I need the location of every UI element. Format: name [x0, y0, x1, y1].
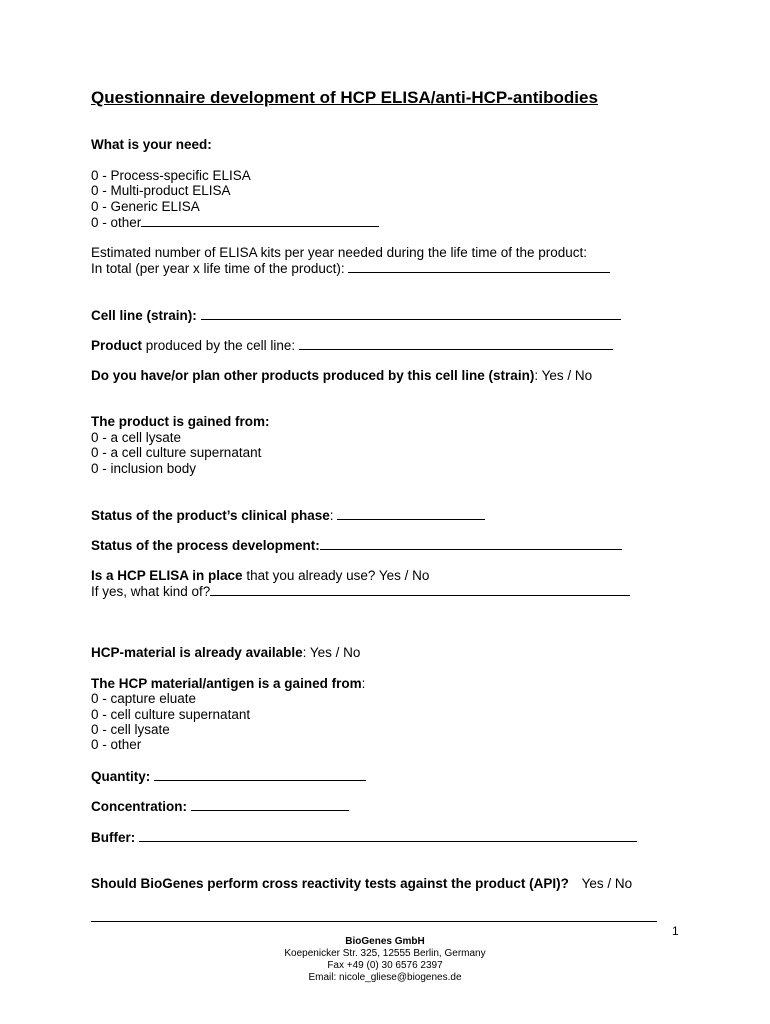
hcp-elisa-followup-row	[91, 583, 630, 600]
buffer-label: Buffer:	[91, 830, 136, 845]
clinical-phase-colon: :	[329, 508, 334, 523]
need-option-other-label: 0 - other	[91, 215, 142, 230]
estimate-total-field[interactable]	[348, 260, 610, 273]
process-dev-row	[91, 537, 622, 554]
need-other-field[interactable]	[141, 214, 379, 227]
concentration-label: Concentration:	[91, 799, 187, 814]
hcp-antigen-heading-row	[91, 676, 365, 692]
need-option-generic[interactable]: 0 - Generic ELISA	[91, 199, 200, 214]
hcp-elisa-kind-field[interactable]	[210, 583, 630, 596]
need-option-process-specific[interactable]: 0 - Process-specific ELISA	[91, 168, 251, 183]
cross-reactivity-question: Should BioGenes perform cross reactivity tests against the product (API)?	[91, 876, 569, 891]
estimate-line-2	[91, 260, 610, 277]
need-option-other[interactable]	[91, 214, 379, 231]
gained-from-heading: The product is gained from:	[91, 414, 270, 429]
hcp-antigen-colon: :	[361, 676, 366, 691]
hcp-antigen-heading: The HCP material/antigen is a gained from	[91, 676, 362, 691]
estimate-total-label: In total (per year x life time of the product):	[91, 261, 345, 276]
antigen-option-other[interactable]: 0 - other	[91, 737, 142, 752]
hcp-material-row	[91, 645, 360, 661]
gained-option-supernatant[interactable]: 0 - a cell culture supernatant	[91, 445, 262, 460]
product-label-rest: produced by the cell line:	[142, 338, 296, 353]
hcp-elisa-row	[91, 568, 429, 584]
need-option-multi-product[interactable]: 0 - Multi-product ELISA	[91, 183, 231, 198]
footer-divider	[91, 921, 657, 922]
cross-reactivity-answer[interactable]: Yes / No	[581, 876, 633, 891]
antigen-option-supernatant[interactable]: 0 - cell culture supernatant	[91, 707, 251, 722]
gained-option-cell-lysate[interactable]: 0 - a cell lysate	[91, 430, 182, 445]
quantity-row	[91, 768, 366, 785]
hcp-elisa-question-bold: Is a HCP ELISA in place	[91, 568, 243, 583]
process-dev-field[interactable]	[320, 537, 622, 550]
process-dev-label: Status of the process development:	[91, 538, 320, 553]
footer-email: Email: nicole_gliese@biogenes.de	[308, 972, 462, 983]
antigen-option-capture-eluate[interactable]: 0 - capture eluate	[91, 691, 197, 706]
product-field[interactable]	[299, 337, 613, 350]
clinical-phase-row	[91, 507, 485, 524]
hcp-elisa-question-rest[interactable]: that you already use? Yes / No	[242, 568, 430, 583]
page-title: Questionnaire development of HCP ELISA/anti-HCP-antibodies	[91, 88, 598, 107]
buffer-field[interactable]	[139, 829, 637, 842]
concentration-row	[91, 798, 349, 815]
other-products-row	[91, 368, 592, 384]
other-products-question: Do you have/or plan other products produced by this cell line (strain)	[91, 368, 535, 383]
concentration-field[interactable]	[191, 798, 349, 811]
hcp-material-answer[interactable]: : Yes / No	[302, 645, 361, 660]
hcp-elisa-followup-label: If yes, what kind of?	[91, 584, 211, 599]
page-number: 1	[672, 924, 679, 938]
cell-line-row	[91, 307, 621, 324]
footer-fax: Fax +49 (0) 30 6576 2397	[327, 960, 443, 971]
footer-company: BioGenes GmbH	[345, 936, 425, 947]
quantity-label: Quantity:	[91, 769, 151, 784]
buffer-row	[91, 829, 637, 846]
quantity-field[interactable]	[154, 768, 366, 781]
estimate-line-1: Estimated number of ELISA kits per year needed during the life time of the product:	[91, 245, 588, 260]
clinical-phase-label: Status of the product’s clinical phase	[91, 508, 330, 523]
cell-line-label: Cell line (strain):	[91, 308, 197, 323]
product-row	[91, 337, 613, 354]
hcp-material-label: HCP-material is already available	[91, 645, 303, 660]
cross-reactivity-row	[91, 876, 632, 892]
clinical-phase-field[interactable]	[337, 507, 485, 520]
other-products-answer[interactable]: : Yes / No	[534, 368, 593, 383]
antigen-option-cell-lysate[interactable]: 0 - cell lysate	[91, 722, 170, 737]
need-heading: What is your need:	[91, 137, 212, 152]
product-label-bold: Product	[91, 338, 143, 353]
footer-address: Koepenicker Str. 325, 12555 Berlin, Germany	[284, 948, 486, 959]
cell-line-field[interactable]	[201, 307, 621, 320]
gained-option-inclusion-body[interactable]: 0 - inclusion body	[91, 461, 197, 476]
